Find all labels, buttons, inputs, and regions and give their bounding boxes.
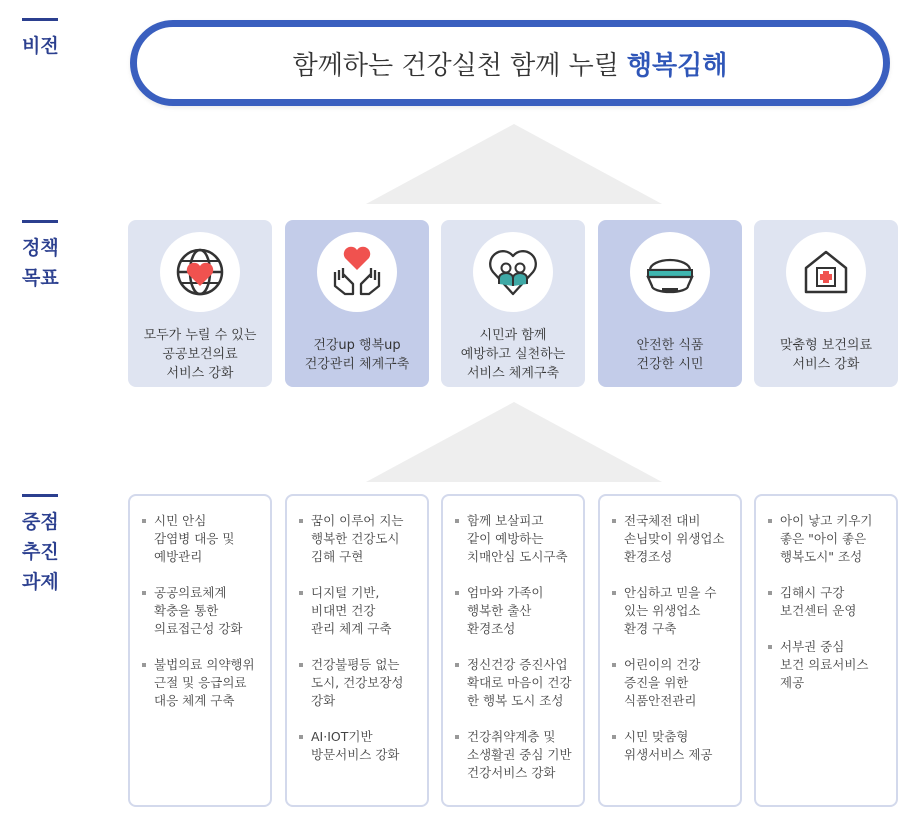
vision-highlight: 행복김해 bbox=[626, 50, 728, 81]
goal-card bbox=[754, 220, 898, 387]
goal-text: 건강up 행복up 건강관리 체계구축 bbox=[304, 338, 410, 372]
task-item: 김해시 구강 보건센터 운영 bbox=[768, 584, 888, 620]
task-item: 건강불평등 없는 도시, 건강보장성 강화 bbox=[299, 656, 419, 710]
task-item: 아이 낳고 키우기 좋은 "아이 좋은 행복도시" 조성 bbox=[768, 512, 888, 566]
vision-label: 비전 bbox=[22, 18, 62, 61]
task-item: 공공의료체계 확충을 통한 의료접근성 강화 bbox=[142, 584, 262, 638]
task-item: 시민 맞춤형 위생서비스 제공 bbox=[612, 728, 732, 764]
goal-text: 시민과 함께 예방하고 실천하는 서비스 체계구축 bbox=[460, 328, 566, 381]
task-item: 안심하고 믿을 수 있는 위생업소 환경 구축 bbox=[612, 584, 732, 638]
goal-text: 모두가 누릴 수 있는 공공보건의료 서비스 강화 bbox=[143, 328, 257, 381]
goal-text: 안전한 식품 건강한 시민 bbox=[636, 338, 704, 372]
task-column bbox=[598, 494, 742, 807]
connector-arrow bbox=[366, 402, 662, 482]
people-heart-icon bbox=[487, 246, 539, 298]
task-item: 엄마와 가족이 행복한 출산 환경조성 bbox=[455, 584, 575, 638]
goal-card bbox=[285, 220, 429, 387]
tasks-label: 중점 추진 과제 bbox=[22, 494, 62, 597]
task-column bbox=[128, 494, 272, 807]
task-item: 시민 안심 감염병 대응 및 예방관리 bbox=[142, 512, 262, 566]
hands-heart-icon bbox=[329, 246, 385, 298]
goal-text: 맞춤형 보건의료 서비스 강화 bbox=[779, 338, 873, 372]
task-column bbox=[754, 494, 898, 807]
task-item: 함께 보살피고 같이 예방하는 치매안심 도시구축 bbox=[455, 512, 575, 566]
task-item: 전국체전 대비 손님맞이 위생업소 환경조성 bbox=[612, 512, 732, 566]
connector-arrow bbox=[366, 124, 662, 204]
task-item: 꿈이 이루어 지는 행복한 건강도시 김해 구현 bbox=[299, 512, 419, 566]
vision-statement bbox=[130, 20, 890, 106]
goal-card bbox=[441, 220, 585, 387]
task-column bbox=[441, 494, 585, 807]
goal-card bbox=[128, 220, 272, 387]
rice-bowl-icon bbox=[642, 246, 698, 298]
task-item: 정신건강 증진사업 확대로 마음이 건강 한 행복 도시 조성 bbox=[455, 656, 575, 710]
task-item: 서부권 중심 보건 의료서비스 제공 bbox=[768, 638, 888, 692]
health-center-icon bbox=[800, 246, 852, 298]
task-column bbox=[285, 494, 429, 807]
task-item: 불법의료 의약행위 근절 및 응급의료 대응 체계 구축 bbox=[142, 656, 262, 710]
task-item: 건강취약계층 및 소생활권 중심 기반 건강서비스 강화 bbox=[455, 728, 575, 782]
goal-card bbox=[598, 220, 742, 387]
task-item: 디지털 기반, 비대면 건강 관리 체계 구축 bbox=[299, 584, 419, 638]
globe-heart-icon bbox=[174, 246, 226, 298]
goals-label: 정책 목표 bbox=[22, 220, 62, 293]
vision-text: 함께하는 건강실천 함께 누릴 bbox=[292, 50, 619, 81]
task-item: 어린이의 건강 증진을 위한 식품안전관리 bbox=[612, 656, 732, 710]
task-item: AI·IOT기반 방문서비스 강화 bbox=[299, 728, 419, 764]
